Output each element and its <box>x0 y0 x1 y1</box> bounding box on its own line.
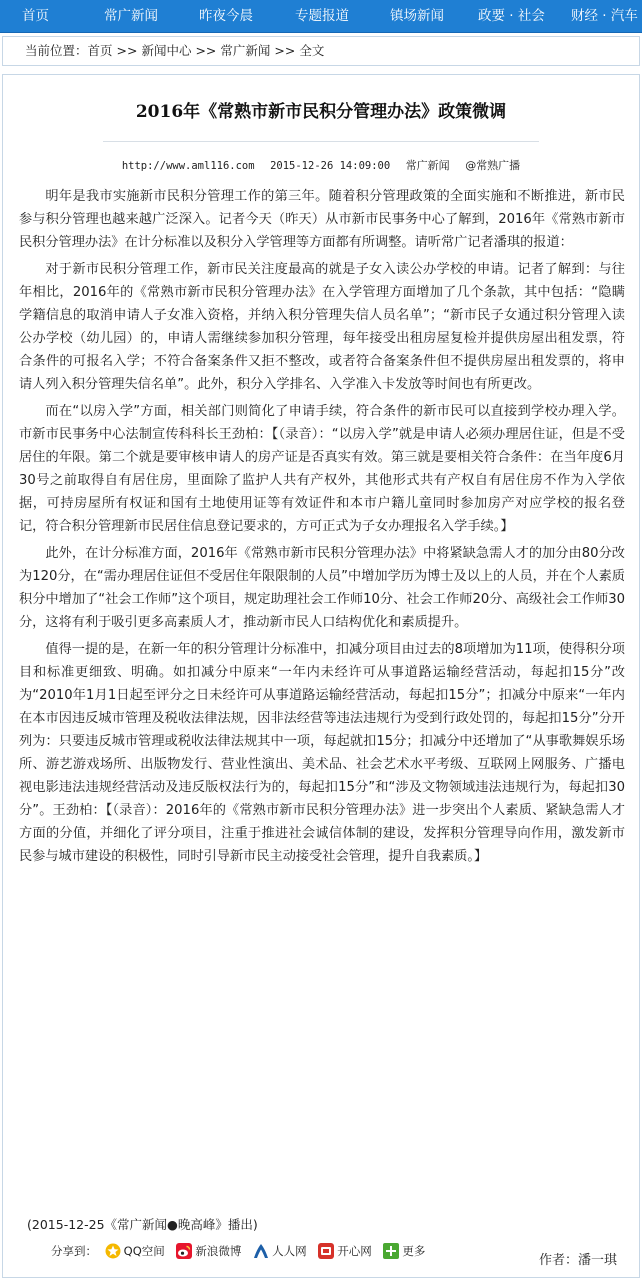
article-datetime: 2015-12-26 14:09:00 <box>270 160 391 172</box>
share-kaixin-button[interactable] <box>318 1240 372 1262</box>
nav-item-finance-auto[interactable]: 财经 · 汽车 <box>571 8 638 24</box>
breadcrumb-home[interactable]: 首页 <box>87 43 113 58</box>
more-icon <box>383 1243 399 1259</box>
weibo-icon <box>176 1243 192 1259</box>
article-source: 常广新闻 <box>405 159 450 172</box>
breadcrumb-section[interactable]: 常广新闻 <box>220 43 271 58</box>
article-title: 2016年《常熟市新市民积分管理办法》政策微调 <box>135 102 507 122</box>
article-paragraph: 值得一提的是，在新一年的积分管理计分标准中，扣减分项目由过去的8项增加为11项，使得积分项目和标准更细致、明确。如扣减分中原来“一年内未经许可从事道路运输经营活动，每起扣15分”改为“2010年1月1日起至评分之日未经许可从事道路运输经营活动，每起扣15分”；扣减分中原来“一年内在本市因违反城市管理及税收法律法规，因非法经营等违法违规行为受到行政处罚的，每起扣15分”分开列为：只要违反城市管理或税收法律法规其中一项，每起就扣15分；扣减分中还增加了“从事歌舞娱乐场所、游艺游戏场所、出版物发行、营业性演出、美术品、社会艺术水平考级、互联网上网服务、广播电视电影违法违规经营活动及违反版权法行为的，每起扣15分”和“涉及文物领域违法违规行为，每起扣30分”。王劲柏：【（录音）：2016年的《常熟市新市民积分管理办法》进一步突出个人素质、紧缺急需人才方面的分值，并细化了评分项目，注重于推进社会诚信体制的建设，发挥积分管理导向作用，激发新市民参与城市建设的积极性，同时引导新市民主动接受社会管理，提升自我素质。】 <box>19 642 625 864</box>
article-paragraph: 对于新市民积分管理工作，新市民关注度最高的就是子女入读公办学校的申请。记者了解到：与往年相比，2016年的《常熟市新市民积分管理办法》在入学管理方面增加了几个条款，其中包括：“隐瞒学籍信息的取消申请人子女准入资格，并纳入积分管理失信人员名单”；“新市民子女通过积分管理入读公办学校（幼儿园）的，申请人需继续参加积分管理，每年接受出租房屋复检并提供房屋出租发票，符合条件的可报名入学；不符合备案条件又拒不整改，或者符合备案条件但不提供房屋出租发票的，将申请人列入积分管理失信名单”。此外，积分入学排名、入学准入卡发放等时间也有所更改。 <box>19 262 625 392</box>
nav-item-special-reports[interactable]: 专题报道 <box>295 8 349 24</box>
share-bar <box>51 1240 433 1262</box>
article-publisher: @常熟广播 <box>465 159 521 172</box>
article-author: 作者：潘一琪 <box>538 1253 617 1268</box>
share-more-button[interactable] <box>383 1240 425 1262</box>
kaixin-icon <box>318 1243 334 1259</box>
article-paragraph: 明年是我市实施新市民积分管理工作的第三年。随着积分管理政策的全面实施和不断推进，新市民参与积分管理也越来越广泛深入。记者今天（昨天）从市新市民事务中心了解到，2016年《常熟市新市民积分管理办法》在计分标准以及积分入学管理等方面都有所调整。请听常广记者潘琪的报道： <box>19 189 625 250</box>
article-body <box>19 185 625 872</box>
renren-icon <box>253 1243 269 1259</box>
share-label: 分享到： <box>51 1244 97 1258</box>
top-navigation <box>0 0 642 33</box>
article-container <box>2 74 640 1278</box>
nav-item-home[interactable]: 首页 <box>22 8 49 24</box>
share-qzone-button[interactable] <box>105 1240 165 1262</box>
breadcrumb-news-center[interactable]: 新闻中心 <box>141 43 192 58</box>
nav-item-last-night-this-morning[interactable]: 昨夜今晨 <box>199 8 253 24</box>
qzone-icon <box>105 1243 121 1259</box>
breadcrumb-separator: >> <box>274 43 296 58</box>
breadcrumb-separator: >> <box>195 43 217 58</box>
share-weibo-label: 新浪微博 <box>195 1244 242 1258</box>
share-qzone-label: QQ空间 <box>123 1244 165 1258</box>
nav-item-changguang-news[interactable]: 常广新闻 <box>104 8 158 24</box>
article-paragraph: 此外，在计分标准方面，2016年《常熟市新市民积分管理办法》中将紧缺急需人才的加分由80分改为120分，在“需办理居住证但不受居住年限限制的人员”中增加学历为博士及以上的人员，并在个人素质积分中增加了“社会工作师”这个项目，规定助理社会工作师10分、社会工作师20分、高级社会工作师30分，这将有利于吸引更多高素质人才，推动新市民人口结构优化和素质提升。 <box>19 546 625 630</box>
share-kaixin-label: 开心网 <box>337 1244 372 1258</box>
broadcast-note: (2015-12-25《常广新闻●晚高峰》播出) <box>27 1217 258 1232</box>
share-renren-label: 人人网 <box>272 1244 307 1258</box>
breadcrumb <box>2 36 640 66</box>
share-more-label: 更多 <box>402 1244 426 1258</box>
article-paragraph: 而在“以房入学”方面，相关部门则简化了申请手续，符合条件的新市民可以直接到学校办理入学。市新市民事务中心法制宣传科科长王劲柏：【（录音）：“以房入学”就是申请人必须办理居住证，但是不受居住的年限。第二个就是要审核申请人的房产证是否真实有效。第三就是要相关符合条件：在当年度6月30号之前取得自有居住房，里面除了监护人共有产权外，其他形式共有产权自有居住房不作为入学依据，可持房屋所有权证和国有土地使用证等有效证件和本市户籍儿童同时参加房产对应学校的报名登记，符合积分管理新市民居住信息登记要求的，方可正式为子女办理报名入学手续。】 <box>19 404 625 534</box>
share-renren-button[interactable] <box>253 1240 307 1262</box>
nav-item-town-news[interactable]: 镇场新闻 <box>390 8 444 24</box>
share-weibo-button[interactable] <box>176 1240 241 1262</box>
breadcrumb-current: 全文 <box>299 43 325 58</box>
breadcrumb-label: 当前位置： <box>25 43 88 58</box>
article-url[interactable]: http://www.aml116.com <box>121 160 255 172</box>
breadcrumb-separator: >> <box>116 43 138 58</box>
article-meta <box>3 157 639 173</box>
nav-item-politics-society[interactable]: 政要 · 社会 <box>478 8 545 24</box>
title-divider <box>103 141 539 142</box>
